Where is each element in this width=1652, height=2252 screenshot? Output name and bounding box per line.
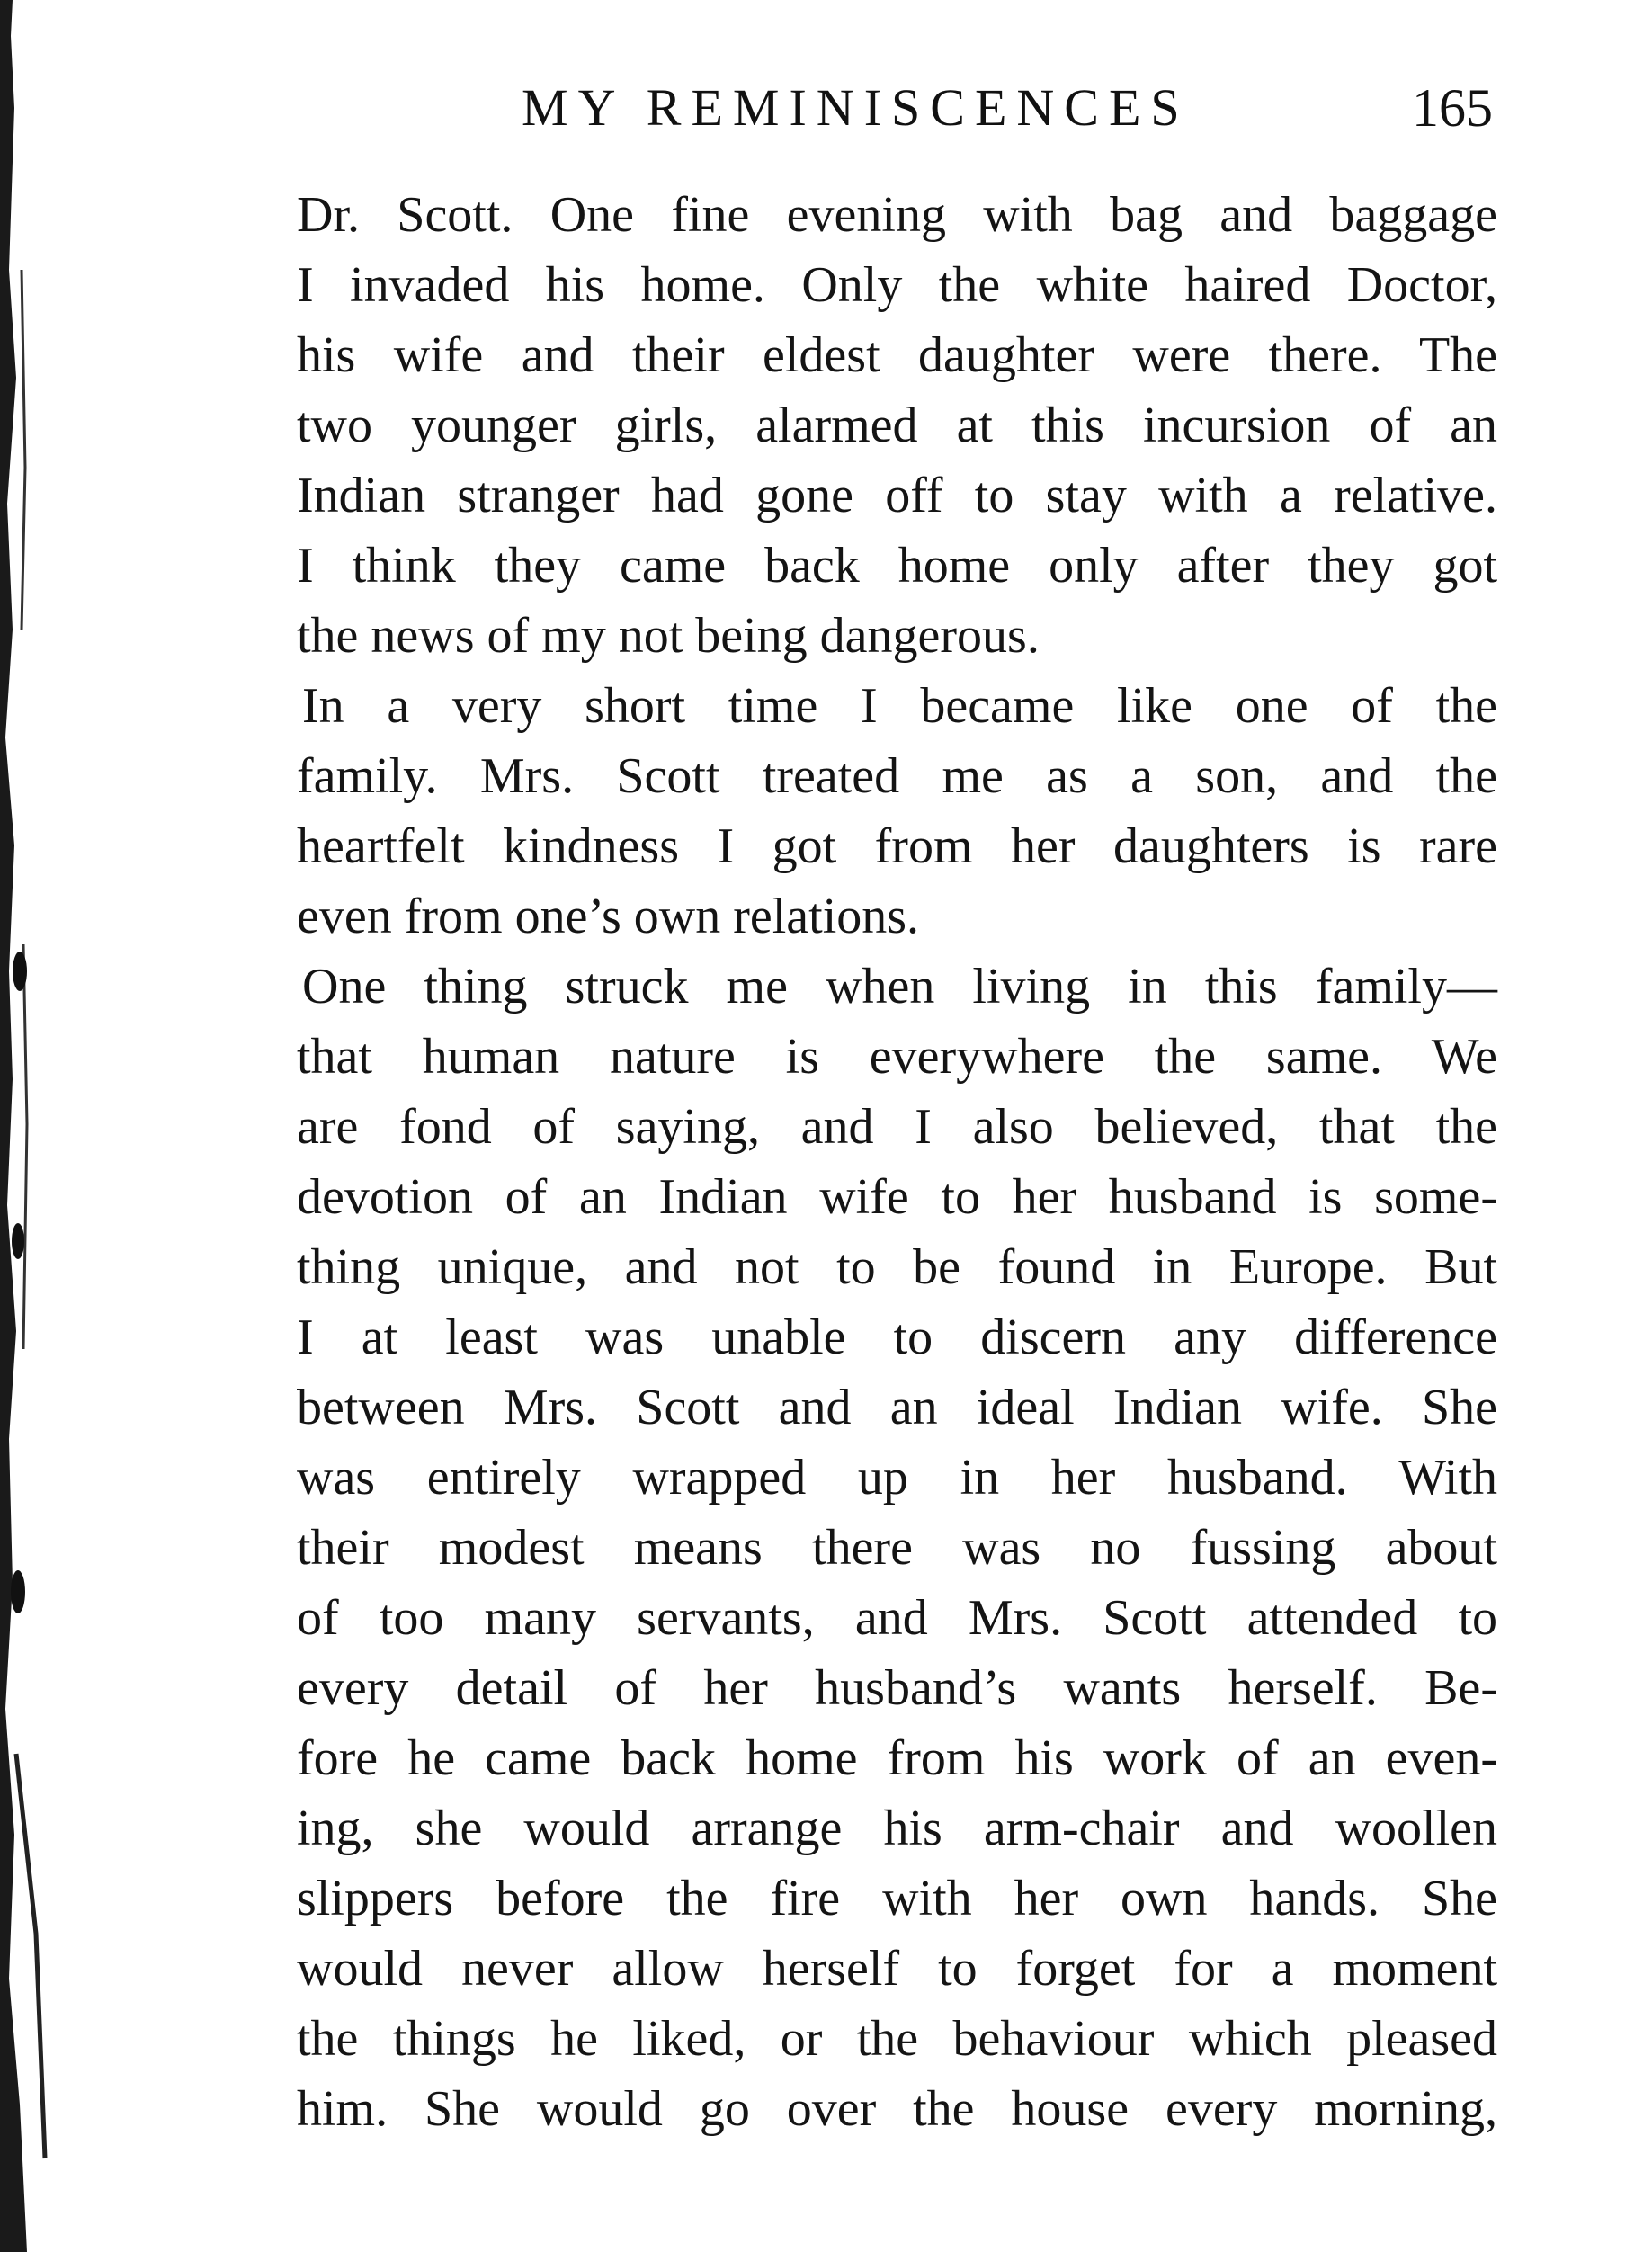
text-line: their modest means there was no fussing about [297, 1520, 1497, 1576]
text-line: I at least was unable to discern any difference [297, 1309, 1497, 1365]
text-line: I think they came back home only after they got [297, 538, 1497, 594]
text-line: his wife and their eldest daughter were there. The [297, 327, 1497, 383]
text-line: would never allow herself to forget for a moment [297, 1941, 1497, 1997]
text-line: I invaded his home. Only the white haired Doctor, [297, 257, 1497, 313]
text-line: him. She would go over the house every morning, [297, 2081, 1497, 2137]
running-head [297, 63, 1529, 153]
text-line: the news of my not being dangerous. [297, 608, 1040, 664]
text-line: that human nature is everywhere the same. We [297, 1029, 1497, 1085]
text-line: ing, she would arrange his arm-chair and woollen [297, 1801, 1497, 1856]
page-number: 165 [1412, 78, 1493, 138]
text-line: Indian stranger had gone off to stay with a relative. [297, 468, 1497, 523]
text-line: are fond of saying, and I also believed, that the [297, 1099, 1497, 1155]
text-line: two younger girls, alarmed at this incursion of an [297, 398, 1497, 453]
text-line: In a very short time I became like one of the [302, 678, 1497, 734]
text-line: heartfelt kindness I got from her daughters is rare [297, 818, 1497, 874]
body-text [297, 180, 1497, 2144]
text-line: One thing struck me when living in this family— [302, 959, 1497, 1014]
text-line: devotion of an Indian wife to her husband is some- [297, 1169, 1497, 1225]
text-line: slippers before the fire with her own hands. She [297, 1871, 1497, 1926]
text-line: fore he came back home from his work of an even- [297, 1730, 1497, 1786]
text-line: even from one’s own relations. [297, 889, 920, 944]
text-line: between Mrs. Scott and an ideal Indian wife. She [297, 1380, 1497, 1435]
text-line: was entirely wrapped up in her husband. With [297, 1450, 1497, 1506]
text-line: of too many servants, and Mrs. Scott attended to [297, 1590, 1497, 1646]
text-line: family. Mrs. Scott treated me as a son, and the [297, 748, 1497, 804]
text-line: the things he liked, or the behaviour which pleased [297, 2011, 1497, 2067]
text-line: thing unique, and not to be found in Europe. But [297, 1239, 1497, 1295]
text-line: Dr. Scott. One fine evening with bag and baggage [297, 187, 1497, 243]
text-line: every detail of her husband’s wants herself. Be- [297, 1660, 1497, 1716]
torn-binding-edge [0, 0, 72, 2252]
running-title: MY REMINISCENCES [522, 78, 1190, 137]
